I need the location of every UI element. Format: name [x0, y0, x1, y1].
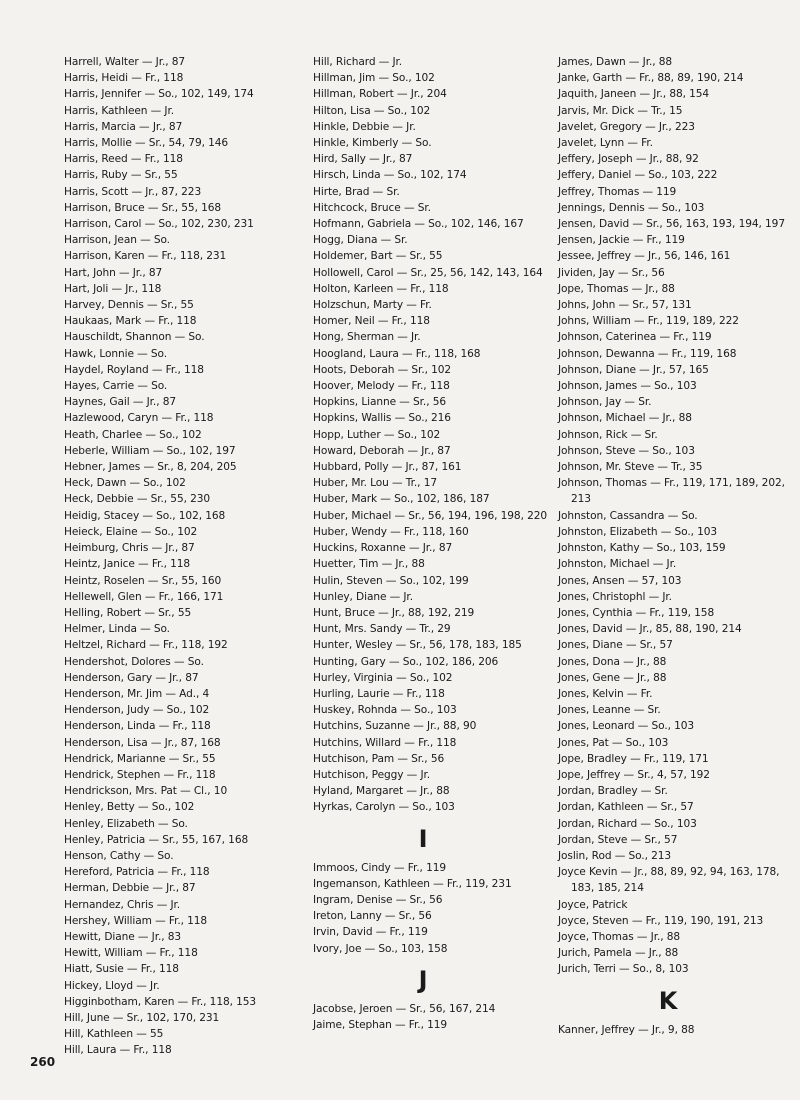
index-entry: Henderson, Lisa — Jr., 87, 168	[64, 736, 221, 749]
index-entry: Jarvis, Mr. Dick — Tr., 15	[558, 104, 683, 117]
index-entry: Henderson, Mr. Jim — Ad., 4	[64, 687, 210, 700]
index-entry: Jordan, Kathleen — Sr., 57	[558, 801, 694, 814]
index-entry: Heck, Debbie — Sr., 55, 230	[64, 493, 211, 506]
index-entry: Jones, Dona — Jr., 88	[558, 655, 667, 668]
index-entry: Kanner, Jeffrey — Jr., 9, 88	[558, 1023, 695, 1036]
index-entry: Henderson, Gary — Jr., 87	[64, 671, 199, 684]
index-entry: Huetter, Tim — Jr., 88	[313, 558, 425, 571]
index-entry: Hyrkas, Carolyn — So., 103	[313, 801, 455, 814]
index-entry: Hayes, Carrie — So.	[64, 380, 168, 393]
index-entry: Hillman, Robert — Jr., 204	[313, 88, 447, 101]
index-entry: Jaime, Stephan — Fr., 119	[313, 1018, 448, 1031]
index-entry: Jones, Kelvin — Fr.	[558, 687, 653, 700]
index-entry: Heltzel, Richard — Fr., 118, 192	[64, 639, 228, 652]
index-entry: Ingram, Denise — Sr., 56	[313, 893, 443, 906]
index-entry: Johns, John — Sr., 57, 131	[558, 299, 692, 312]
index-entry: Hofmann, Gabriela — So., 102, 146, 167	[313, 218, 524, 231]
index-entry: Hunting, Gary — So., 102, 186, 206	[313, 655, 499, 668]
index-entry: Heck, Dawn — So., 102	[64, 477, 186, 490]
index-entry: Johnson, Diane — Jr., 57, 165	[558, 363, 709, 376]
index-entry: Hill, Laura — Fr., 118	[64, 1044, 172, 1057]
index-entry: Ingemanson, Kathleen — Fr., 119, 231	[313, 877, 512, 890]
index-entry: Immoos, Cindy — Fr., 119	[313, 861, 446, 874]
index-entry: Jones, Leonard — So., 103	[558, 720, 695, 733]
index-entry: Hendershot, Dolores — So.	[64, 655, 204, 668]
index-entry: Hyland, Margaret — Jr., 88	[313, 785, 450, 798]
index-entry: Heimburg, Chris — Jr., 87	[64, 542, 195, 555]
index-column-3	[558, 54, 798, 1038]
index-entry: Hart, John — Jr., 87	[64, 266, 163, 279]
index-entry: Harrison, Jean — So.	[64, 234, 170, 247]
index-entry: Hart, Joli — Jr., 118	[64, 282, 162, 295]
index-entry: Hunt, Bruce — Jr., 88, 192, 219	[313, 606, 475, 619]
index-entry: Hutchins, Suzanne — Jr., 88, 90	[313, 720, 477, 733]
section-letter-heading: K	[658, 986, 678, 1015]
index-entry: Heberle, William — So., 102, 197	[64, 444, 236, 457]
index-entry: Javelet, Lynn — Fr.	[558, 137, 653, 150]
index-entry: Hernandez, Chris — Jr.	[64, 898, 181, 911]
index-entry: Heieck, Elaine — So., 102	[64, 525, 198, 538]
index-entry: Hong, Sherman — Jr.	[313, 331, 421, 344]
index-entry: Jones, Gene — Jr., 88	[558, 671, 667, 684]
index-entry: Helmer, Linda — So.	[64, 623, 170, 636]
index-entry: Jeffrey, Thomas — 119	[558, 185, 677, 198]
index-entry: Harris, Kathleen — Jr.	[64, 104, 174, 117]
index-entry: Jurich, Pamela — Jr., 88	[558, 947, 679, 960]
index-entry: Javelet, Gregory — Jr., 223	[558, 120, 695, 133]
index-entry: Johnson, Michael — Jr., 88	[558, 412, 692, 425]
index-entry: Harris, Marcia — Jr., 87	[64, 120, 183, 133]
index-entry: Howard, Deborah — Jr., 87	[313, 444, 451, 457]
index-entry: Harrison, Carol — So., 102, 230, 231	[64, 218, 254, 231]
index-entry: Hewitt, William — Fr., 118	[64, 947, 198, 960]
index-entry: Ireton, Lanny — Sr., 56	[313, 910, 432, 923]
index-entry: Huber, Michael — Sr., 56, 194, 196, 198, 220	[313, 509, 548, 522]
index-entry: Johnson, Caterinea — Fr., 119	[558, 331, 712, 344]
index-entry: Hirte, Brad — Sr.	[313, 185, 400, 198]
index-entry: Harrell, Walter — Jr., 87	[64, 56, 186, 68]
index-entry: Hunt, Mrs. Sandy — Tr., 29	[313, 623, 451, 636]
index-entry: Jones, Ansen — 57, 103	[558, 574, 682, 587]
index-entry: Hulin, Steven — So., 102, 199	[313, 574, 469, 587]
index-entry: Holton, Karleen — Fr., 118	[313, 282, 449, 295]
index-entry: Jordan, Bradley — Sr.	[558, 785, 668, 798]
index-entry: Jones, Leanne — Sr.	[558, 704, 661, 717]
index-entry: Joyce, Steven — Fr., 119, 190, 191, 213	[558, 914, 764, 927]
index-entry: Jeffery, Joseph — Jr., 88, 92	[558, 153, 699, 166]
index-entry: Hiatt, Susie — Fr., 118	[64, 963, 179, 976]
index-entry: Jordan, Steve — Sr., 57	[558, 833, 678, 846]
index-entry: Helling, Robert — Sr., 55	[64, 606, 192, 619]
index-entry: Harris, Jennifer — So., 102, 149, 174	[64, 88, 254, 101]
index-entry: Heintz, Roselen — Sr., 55, 160	[64, 574, 222, 587]
index-entry: Hill, Richard — Jr.	[313, 56, 403, 68]
index-entry: Hopp, Luther — So., 102	[313, 428, 441, 441]
index-entry: Jones, Christophl — Jr.	[558, 590, 672, 603]
index-entry: Hirsch, Linda — So., 102, 174	[313, 169, 467, 182]
index-entry: Hird, Sally — Jr., 87	[313, 153, 413, 166]
index-entry: Johnson, James — So., 103	[558, 380, 697, 393]
index-entry: Janke, Garth — Fr., 88, 89, 190, 214	[558, 72, 744, 85]
index-entry: Hinkle, Debbie — Jr.	[313, 120, 416, 133]
index-entry: Harris, Scott — Jr., 87, 223	[64, 185, 202, 198]
index-entry: Hill, June — Sr., 102, 170, 231	[64, 1011, 220, 1024]
index-entry: Johnston, Cassandra — So.	[558, 509, 698, 522]
index-entry: Jeffery, Daniel — So., 103, 222	[558, 169, 718, 182]
index-entry: Holdemer, Bart — Sr., 55	[313, 250, 443, 263]
index-entry: Johns, William — Fr., 119, 189, 222	[558, 315, 739, 328]
index-entry: Henderson, Judy — So., 102	[64, 704, 210, 717]
index-entry: Harrison, Bruce — Sr., 55, 168	[64, 201, 222, 214]
index-entry: Henley, Elizabeth — So.	[64, 817, 188, 830]
index-entry: Jessee, Jeffrey — Jr., 56, 146, 161	[558, 250, 731, 263]
index-entry: Jope, Jeffrey — Sr., 4, 57, 192	[558, 768, 710, 781]
index-entry: Hubbard, Polly — Jr., 87, 161	[313, 461, 462, 474]
index-entry: Hutchins, Willard — Fr., 118	[313, 736, 457, 749]
index-entry: Johnson, Steve — So., 103	[558, 444, 695, 457]
section-letter-heading: J	[418, 965, 428, 994]
index-entry: Johnson, Thomas — Fr., 119, 171, 189, 202, 213	[558, 477, 785, 506]
index-entry: Harris, Heidi — Fr., 118	[64, 72, 184, 85]
index-entry: Jividen, Jay — Sr., 56	[558, 266, 665, 279]
index-entry: Johnston, Elizabeth — So., 103	[558, 525, 718, 538]
index-entry: Hutchison, Peggy — Jr.	[313, 768, 431, 781]
index-entry: Huckins, Roxanne — Jr., 87	[313, 542, 453, 555]
index-entry: Haukaas, Mark — Fr., 118	[64, 315, 197, 328]
index-entry: Joslin, Rod — So., 213	[558, 849, 672, 862]
index-entry: Huskey, Rohnda — So., 103	[313, 704, 457, 717]
index-entry: Harris, Ruby — Sr., 55	[64, 169, 178, 182]
index-entry: Heath, Charlee — So., 102	[64, 428, 202, 441]
index-entry: Hendrick, Marianne — Sr., 55	[64, 752, 216, 765]
index-entry: Hitchcock, Bruce — Sr.	[313, 201, 431, 214]
index-entry: Johnson, Dewanna — Fr., 119, 168	[558, 347, 737, 360]
index-entry: Huber, Wendy — Fr., 118, 160	[313, 525, 469, 538]
index-entry: Hendrick, Stephen — Fr., 118	[64, 768, 216, 781]
index-entry: Johnson, Mr. Steve — Tr., 35	[558, 461, 703, 474]
index-entry: Hershey, William — Fr., 118	[64, 914, 208, 927]
index-entry: Jope, Bradley — Fr., 119, 171	[558, 752, 709, 765]
index-entry: Jensen, David — Sr., 56, 163, 193, 194, 197	[558, 218, 785, 231]
index-entry: Hill, Kathleen — 55	[64, 1028, 164, 1041]
index-entry: Ivory, Joe — So., 103, 158	[313, 942, 448, 955]
index-entry: Jones, Diane — Sr., 57	[558, 639, 673, 652]
index-entry: Hunley, Diane — Jr.	[313, 590, 413, 603]
index-entry: Henderson, Linda — Fr., 118	[64, 720, 211, 733]
index-entry: Henley, Patricia — Sr., 55, 167, 168	[64, 833, 249, 846]
index-entry: Hillman, Jim — So., 102	[313, 72, 435, 85]
index-entry: James, Dawn — Jr., 88	[558, 56, 673, 68]
index-entry: Harris, Reed — Fr., 118	[64, 153, 183, 166]
index-entry: Henson, Cathy — So.	[64, 849, 174, 862]
index-entry: Hurling, Laurie — Fr., 118	[313, 687, 445, 700]
index-column-2	[313, 54, 553, 1033]
index-entry: Hogg, Diana — Sr.	[313, 234, 408, 247]
index-entry: Jones, Cynthia — Fr., 119, 158	[558, 606, 715, 619]
index-entry: Huber, Mark — So., 102, 186, 187	[313, 493, 490, 506]
index-entry: Hauschildt, Shannon — So.	[64, 331, 205, 344]
index-entry: Jennings, Dennis — So., 103	[558, 201, 705, 214]
index-entry: Heidig, Stacey — So., 102, 168	[64, 509, 226, 522]
index-entry: Hoogland, Laura — Fr., 118, 168	[313, 347, 481, 360]
index-entry: Heintz, Janice — Fr., 118	[64, 558, 191, 571]
index-entry: Johnson, Jay — Sr.	[558, 396, 652, 409]
index-entry: Haydel, Royland — Fr., 118	[64, 363, 204, 376]
index-entry: Hellewell, Glen — Fr., 166, 171	[64, 590, 224, 603]
index-entry: Johnson, Rick — Sr.	[558, 428, 658, 441]
index-entry: Henley, Betty — So., 102	[64, 801, 195, 814]
index-entry: Hinkle, Kimberly — So.	[313, 137, 432, 150]
index-entry: Herman, Debbie — Jr., 87	[64, 882, 196, 895]
index-entry: Hebner, James — Sr., 8, 204, 205	[64, 461, 237, 474]
index-entry: Huber, Mr. Lou — Tr., 17	[313, 477, 437, 490]
index-entry: Jordan, Richard — So., 103	[558, 817, 697, 830]
section-letter-heading: I	[418, 824, 428, 853]
index-column-1	[64, 54, 304, 1059]
index-entry: Jensen, Jackie — Fr., 119	[558, 234, 685, 247]
index-entry: Hurley, Virginia — So., 102	[313, 671, 453, 684]
index-entry: Hoover, Melody — Fr., 118	[313, 380, 450, 393]
index-entry: Hazlewood, Caryn — Fr., 118	[64, 412, 214, 425]
index-entry: Joyce Kevin — Jr., 88, 89, 92, 94, 163, 178, 183, 185, 214	[558, 866, 780, 895]
index-entry: Holzschun, Marty — Fr.	[313, 299, 432, 312]
index-entry: Hunter, Wesley — Sr., 56, 178, 183, 185	[313, 639, 522, 652]
index-entry: Jope, Thomas — Jr., 88	[558, 282, 675, 295]
index-entry: Jaquith, Janeen — Jr., 88, 154	[558, 88, 710, 101]
index-entry: Hewitt, Diane — Jr., 83	[64, 930, 182, 943]
index-entry: Hawk, Lonnie — So.	[64, 347, 167, 360]
page-number: 260	[30, 1055, 56, 1069]
index-entry: Hollowell, Carol — Sr., 25, 56, 142, 143, 164	[313, 266, 543, 279]
index-entry: Joyce, Patrick	[558, 898, 628, 911]
index-entry: Hereford, Patricia — Fr., 118	[64, 866, 210, 879]
index-entry: Hutchison, Pam — Sr., 56	[313, 752, 445, 765]
index-entry: Jones, Pat — So., 103	[558, 736, 669, 749]
index-entry: Hickey, Lloyd — Jr.	[64, 979, 160, 992]
index-entry: Hopkins, Wallis — So., 216	[313, 412, 451, 425]
index-entry: Harvey, Dennis — Sr., 55	[64, 299, 194, 312]
index-entry: Jurich, Terri — So., 8, 103	[558, 963, 689, 976]
index-entry: Hopkins, Lianne — Sr., 56	[313, 396, 447, 409]
index-entry: Higginbotham, Karen — Fr., 118, 153	[64, 995, 257, 1008]
index-entry: Irvin, David — Fr., 119	[313, 926, 428, 939]
index-entry: Harrison, Karen — Fr., 118, 231	[64, 250, 227, 263]
index-entry: Jacobse, Jeroen — Sr., 56, 167, 214	[313, 1002, 496, 1015]
index-entry: Hoots, Deborah — Sr., 102	[313, 363, 452, 376]
index-entry: Haynes, Gail — Jr., 87	[64, 396, 177, 409]
index-entry: Hendrickson, Mrs. Pat — Cl., 10	[64, 785, 228, 798]
index-entry: Hilton, Lisa — So., 102	[313, 104, 431, 117]
index-entry: Homer, Neil — Fr., 118	[313, 315, 430, 328]
index-entry: Jones, David — Jr., 85, 88, 190, 214	[558, 623, 742, 636]
index-entry: Johnston, Michael — Jr.	[558, 558, 677, 571]
index-entry: Joyce, Thomas — Jr., 88	[558, 930, 681, 943]
index-entry: Harris, Mollie — Sr., 54, 79, 146	[64, 137, 229, 150]
index-entry: Johnston, Kathy — So., 103, 159	[558, 542, 726, 555]
